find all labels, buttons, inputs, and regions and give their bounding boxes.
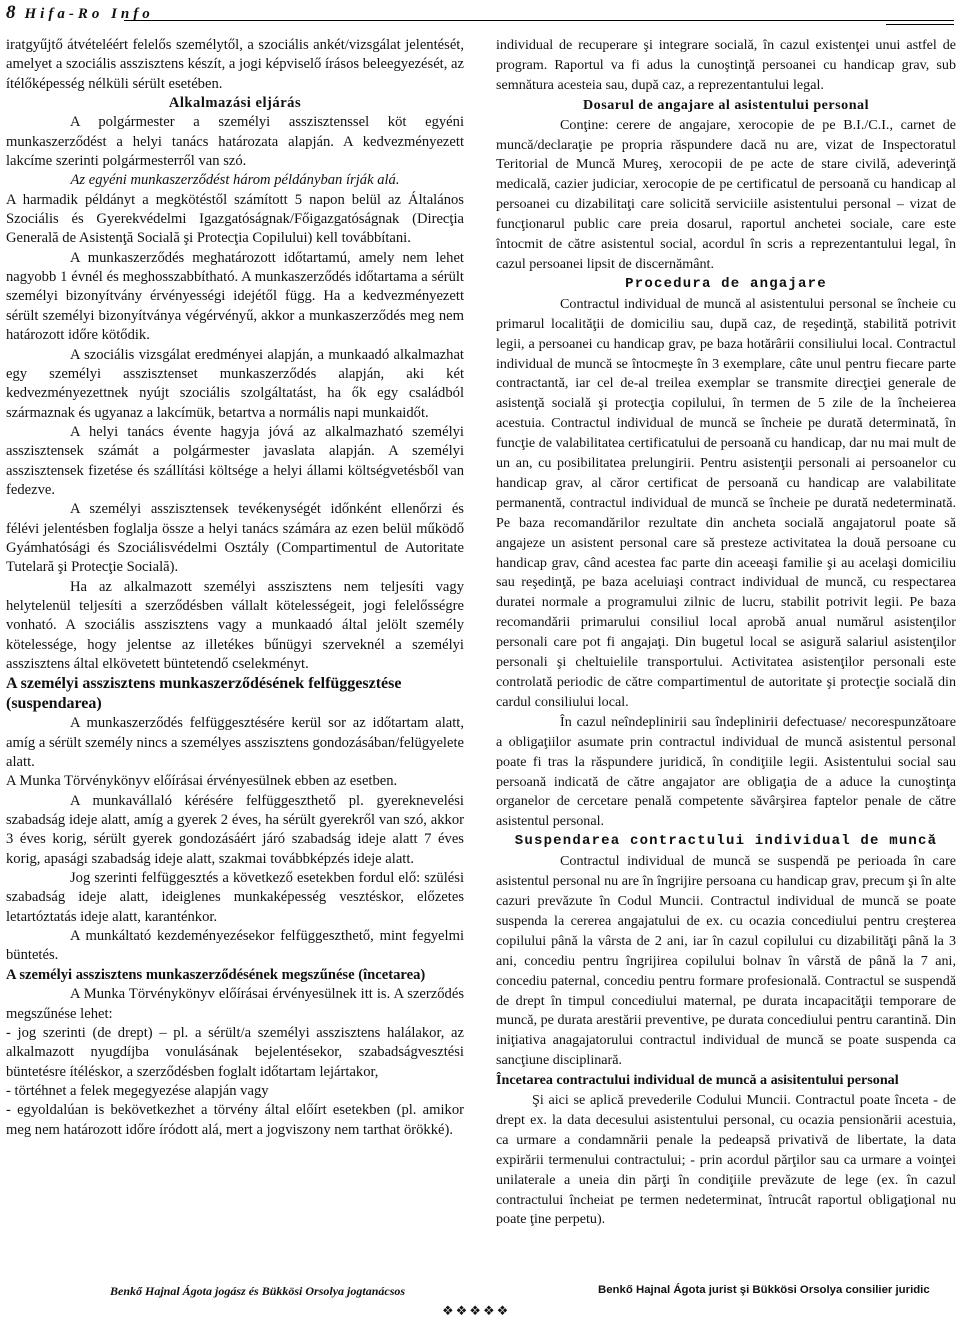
paragraph: A helyi tanács évente hagyja jóvá az alkalmazható személyi asszisztensek számát a polgármester javaslata alapján. A személyi asszisztensek fizetése és szállítási költsége a helyi állami költségvetésből van fedezve. (6, 423, 464, 498)
paragraph: Ha az alkalmazott személyi asszisztens nem teljesíti vagy helytelenül teljesíti a szerződésben vállalt kötelességeit, jogi felelősségre vonható. A szociális asszisztens vagy a munkaadó által jelölt személy kötelessége, hogy jelentse az illetékes bűnügyi szerveknél a személyi asszisztens által elkövetett büntetendő cselekményt. (6, 578, 464, 672)
section-heading: A személyi asszisztens munkaszerződésének megszűnése (încetarea) (6, 966, 426, 983)
paragraph: A munkaszerződés meghatározott időtartamú, amely nem lehet nagyobb 1 évnél és meghosszabbítható. A munkaszerződés időtartama a sérült személyi bizonyítvány érvényességi idejétől függ. Ha a kedvezményezett sérült személyi bizonyítványa végérvényű, akkor a munkaszerződés meg nem határozott időre kötődik. (6, 249, 464, 344)
paragraph: A munkaszerződés felfüggesztésére kerül sor az időtartam alatt, amíg a sérült személy nincs a személyes asszisztens gondozásában/felügyelete alatt. (6, 715, 464, 771)
header-rule (124, 20, 954, 21)
left-column-hungarian (6, 36, 464, 1140)
header-rule-short (886, 24, 954, 25)
signature-romanian: Benkő Hajnal Ágota jurist şi Bükkösi Orsolya consilier juridic (598, 1284, 930, 1296)
ornament-divider: ❖❖❖❖❖ (442, 1303, 511, 1318)
paragraph: A harmadik példányt a megkötéstől számított 5 napon belül az Általános Szociális és Gyerekvédelmi Igazgatóságnak/Főigazgatóságnak (Direcţia Generală de Asistenţă Socială şi Protecţia Copilului) kell továbbítani. (6, 191, 464, 247)
paragraph: - jog szerinti (de drept) – pl. a sérült/a személyi asszisztens halálakor, az alkalmazott nyugdíjba vonulásának bejelentésekor, szabadságvesztési büntetésre ítéléskor, a szerződésben foglalt időtartam lejártakor, (6, 1024, 464, 1080)
paragraph: A Munka Törvénykönyv előírásai érvényesülnek itt is. A szerződés megszűnése lehet: (6, 986, 464, 1022)
section-heading: A személyi asszisztens munkaszerződésének felfüggesztése (suspendarea) (6, 675, 402, 713)
paragraph: Şi aici se aplică prevederile Codului Muncii. Contractul poate înceta - de drept ex. la data decesului asistentului personal, cu ocazia pensionării acestuia, ca urmare a condamnării penale la pedeapsă privativă de libertate, la data expirării termenului contractului; - prin acordul părţilor sau ca urmare a voinţei unilaterale a uneia din părţi în condiţiile prevăzute de lege (ex. în cazul contractului încheiat pe termen nedeterminat, întrucât raportul obligaţional nu poate ţine perpetu). (496, 1092, 956, 1228)
section-heading: Dosarul de angajare al asistentului personal (582, 96, 870, 113)
page-number: 8 (6, 2, 17, 23)
signature-hungarian: Benkő Hajnal Ágota jogász és Bükkösi Orsolya jogtanácsos (110, 1284, 406, 1298)
section-heading: Alkalmazási eljárás (168, 95, 302, 112)
paragraph: A polgármester a személyi asszisztenssel köt egyéni munkaszerződést a helyi tanács határozata alapján. A kedvezményezett lakcíme szerinti polgármesterről van szó. (6, 114, 464, 170)
paragraph: - egyoldalúan is bekövetkezhet a törvény által előírt esetekben (pl. amikor meg nem határozott időre íródott alá, mert a jogviszony nem tarthat örökké). (6, 1102, 464, 1138)
paragraph: A munkavállaló kérésére felfüggeszthető pl. gyereknevelési szabadság ideje alatt, amíg a gyerek 2 éves, ha sérült gyerekről van szó, akkor 3 éves korig, sérült gyerek gondozásáért járó szabadság ideje alatt 7 éves korig, apasági szabadság ideje alatt, szakmai továbbképzés ideje alatt. (6, 792, 464, 867)
paragraph: Az egyéni munkaszerződést három példányban írják alá. (70, 172, 400, 189)
section-heading: Suspendarea contractului individual de muncă (514, 833, 938, 850)
section-heading: Încetarea contractului individual de muncă a asisitentului personal (496, 1072, 899, 1089)
paragraph: Conţine: cerere de angajare, xerocopie de pe B.I./C.I., carnet de muncă/declaraţie pe propria răspundere dacă nu are, vizat de Inspectoratul Teritorial de Muncă Mureş, xerocopii de pe acte de stare civilă, adeverinţă medicală, cazier judiciar, xerocopie de pe certificatul de persoană cu handicap al persoanei cu dizabilitaţi care solicită serviciile asistentului personal – vizat de funcţionarul public care preia dosarul, raportul anchetei sociale, care este întocmit de către asistentul social, acordul în scris a reprezentantului legal, în cazul persoanei lipsit de discernământ. (496, 116, 956, 272)
paragraph: Jog szerinti felfüggesztés a következő esetekben fordul elő: szülési szabadság ideje alatt, ideiglenes munkaképesség vesztéskor, előzetes letartóztatás ideje alatt, karanténkor. (6, 870, 464, 925)
paragraph: - törtéhnet a felek megegyezése alapján vagy (6, 1082, 269, 1099)
paragraph: În cazul neîndeplinirii sau îndeplinirii defectuase/ necorespunzătoare a obligaţiilor asumate prin contractul individual de muncă asistentul personal poate fi tras la răspundere juridică, în condiţiile legii. Asistentului social sau persoană indicată de către angajator are obligaţia de a aduce la cunoştinţa organelor de cercetare penală competente săvârşirea faptelor penale de către asistentul personal. (496, 713, 956, 830)
paragraph: A Munka Törvénykönyv előírásai érvényesülnek ebben az esetben. (6, 773, 398, 790)
paragraph: individual de recuperare şi integrare socială, în cazul existenţei unui astfel de program. Raportul va fi adus la cunoştinţă persoanei cu handicap grav, sub semnătura acesteia sau, după caz, a reprezentantului legal. (496, 37, 956, 93)
paragraph: Contractul individual de muncă se suspendă pe perioada în care asistentul personal nu are în îngrijire persoana cu handicap grav, precum şi în alte cazuri prevăzute în Codul Muncii. Contractul individual de muncă se poate suspenda la cererea angajatului de ex. cu ocazia concediului pentru creşterea copilului până la vârsta de 2 ani, iar în cazul copilului cu dizabilităţi până la 3 ani, concediu pentru îngrijirea copilului bolnav în vârstă de până la 7 ani, concediu paternal, concediu pentru formare profesională. Contractul se suspendă de drept în timpul concediului maternal, pe durata incapacităţii temporare de muncă, pe durata arestării preventive, pe durata concediului pentru carantină. Din iniţiativa anagajatorului contractul individual de muncă se poate suspenda ca sancţiune disciplinară. (496, 853, 956, 1069)
publication-title: Hifa-Ro Info (24, 6, 154, 22)
section-heading: Procedura de angajare (625, 275, 827, 292)
page-header (6, 2, 954, 28)
paragraph: A munkáltató kezdeményezésekor felfüggeszthető, mint fegyelmi büntetés. (6, 928, 464, 964)
right-column-romanian (496, 36, 956, 1230)
paragraph: A szociális vizsgálat eredményei alapján, a munkaadó alkalmazhat egy személyi asszisztenset munkaszerződés alapján, aki két kedvezményezettnek nyújt szociális szolgáltatást, ha ők egy családból származnak és ugyanaz a lakcímük, betartva a normális napi munkaidőt. (6, 346, 464, 421)
paragraph: iratgyűjtő átvételéért felelős személytől, a szociális ankét/vizsgálat jelentését, amelyet a szociális asszisztens készít, a jogi képviselő írásos beleegyezését, az ítélőképesség nélküli sérült esetében. (6, 37, 464, 92)
paragraph: A személyi asszisztensek tevékenységét időnként ellenőrzi és félévi jelentésben foglalja össze a helyi tanács számára az ezen belül működő Gyámhatósági és Szociálisvédelmi Osztály (Compartimentul de Autoritate Tutelară şi Protecţie Socială). (6, 501, 464, 576)
paragraph: Contractul individual de muncă al asistentului personal se încheie cu primarul localităţii de domiciliu sau, după caz, de reşedinţă, stabilită potrivit legii, a persoanei cu handicap grav, pe baza hotărârii consiliului local. Contractul individual de muncă se întocmeşte în 3 exemplare, câte unul pentru fiecare parte contractantă, iar cel de-al treilea exemplar se transmite direcţiei generale de asistenţă socială şi protecţia copilului, în termen de 5 zile de la încheierea acestuia. Contractul individual de muncă se încheie pe durată determinată, în funcţie de valabilitatea certificatului de persoană cu handicap, dar nu mai mult de un an, cu posibilitatea prelungirii. Pentru asistenţii personali ai persoanelor cu handicap grav, al căror certificat de persoană cu handicap are valabilitate permanentă, contractul individual de muncă se încheie pe durată nedeterminată. Pe baza recomandărilor rezultate din ancheta socială angajatorul poate să angajeze un asistent personal care să presteze activitatea la două persoane cu handicap grav, când acestea fac parte din aceeaşi familie şi au acelaşi domiciliu sau reşedinţă, pe baza aceluiaşi contract individual de muncă, cu respectarea duratei normale a programului zilnic de lucru, stabilit potrivit legii. Pe baza recomandării primarului consiliul local aprobă anual numărul asistenţilor personali care pot fi angajaţi. Din bugetul local se asigură salariul asistenţilor personali şi cheltuielile transportului. Activitatea asistenţilor personali este controlată periodic de către compartimentul de autoritate şi protecţie socială din cardul consiliului local. (496, 295, 956, 710)
